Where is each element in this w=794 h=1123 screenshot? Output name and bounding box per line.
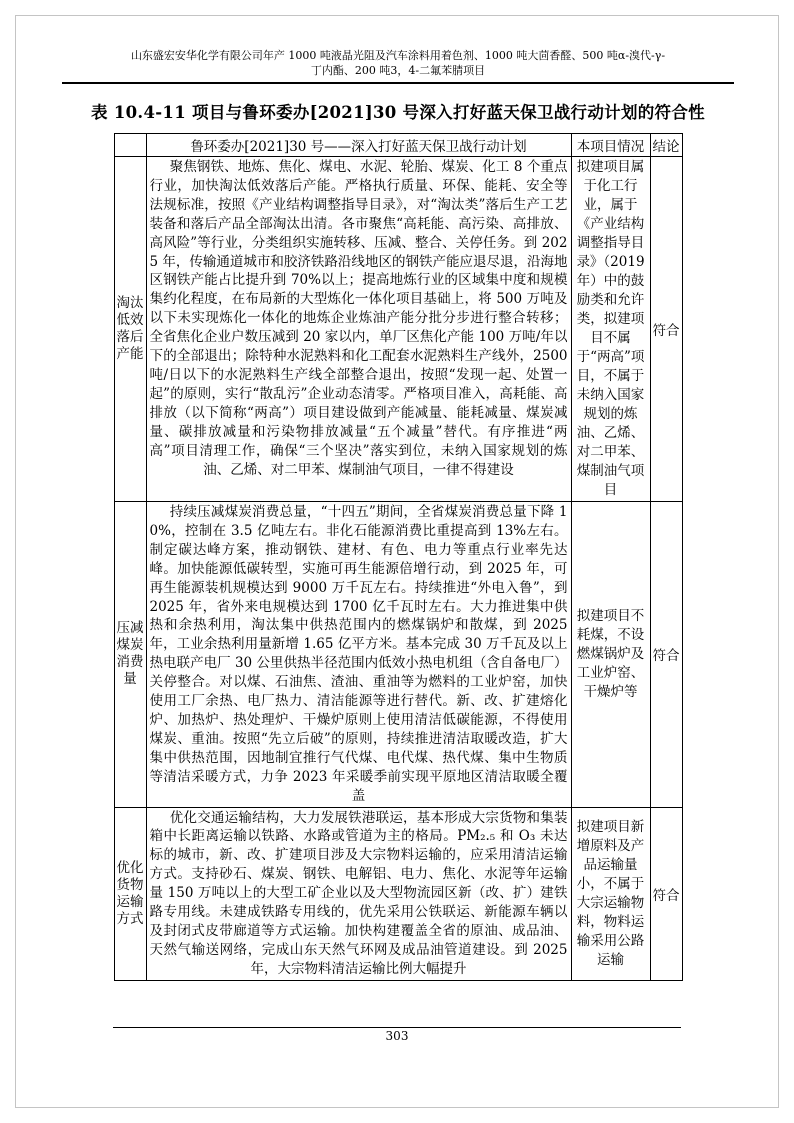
column-header-conclusion: 结论 <box>650 134 682 157</box>
table-title: 表 10.4-11 项目与鲁环委办[2021]30 号深入打好蓝天保卫战行动计划的符合性 <box>91 103 705 122</box>
page-number: 303 <box>385 1029 409 1043</box>
header-line-2: 丁内酯、200 吨3，4-二氟苯腈项目 <box>310 64 486 77</box>
header-line-1: 山东盛宏安华化学有限公司年产 1000 吨液晶光阻及汽车涂料用着色剂、1000 吨大茴香醛、500 吨α-溴代-γ- <box>130 49 666 62</box>
policy-text: 优化交通运输结构，大力发展铁港联运，基本形成大宗货物和集装箱中长距离运输以铁路、水路或管道为主的格局。PM₂.₅ 和 O₃ 未达标的城市，新、改、扩建项目涉及大宗物料运输的，应采用清洁运输方式。支持砂石、煤炭、钢铁、电解铝、电力、焦化、水泥等年运输量 150 万吨以上的大型工矿企业以及大型物流园区新（改、扩）建铁路专用线。未建成铁路专用线的，优先采用公铁联运、新能源车辆以及封闭式皮带廊道等方式运输。加快构建覆盖全省的原油、成品油、天然气输送网络，完成山东天然气环网及成品油管道建设。到 2025 年，大宗物料清洁运输比例大幅提升 <box>146 807 571 980</box>
project-situation: 拟建项目新增原料及产品运输量小，不属于大宗运输物料，物料运输采用公路运输 <box>571 807 650 980</box>
table-row-freight-transport <box>114 807 682 980</box>
table-header-row <box>114 134 682 157</box>
row-category-label: 优化货物运输方式 <box>114 807 146 980</box>
column-header-policy: 鲁环委办[2021]30 号——深入打好蓝天保卫战行动计划 <box>146 134 571 157</box>
conclusion-value: 符合 <box>650 502 682 808</box>
project-situation: 拟建项目属于化工行业，属于《产业结构调整指导目录》（2019 年）中的鼓励类和允许类，拟建项目不属于“两高”项目，不属于未纳入国家规划的炼油、乙烯、对二甲苯、煤制油气项目 <box>571 157 650 502</box>
page-footer <box>0 1027 794 1044</box>
policy-text: 聚焦钢铁、地炼、焦化、煤电、水泥、轮胎、煤炭、化工 8 个重点行业，加快淘汰低效落后产能。严格执行质量、环保、能耗、安全等法规标准，按照《产业结构调整指导目录》，对“淘汰类”落后生产工艺装备和落后产品全部淘汰出清。各市聚焦“高耗能、高污染、高排放、高风险”等行业，分类组织实施转移、压减、整合、关停任务。到 2025 年，传输通道城市和胶济铁路沿线地区的钢铁产能应退尽退，沿海地区钢铁产能占比提升到 70%以上；提高地炼行业的区域集中度和规模集约化程度，在布局新的大型炼化一体化项目基础上，将 500 万吨及以下未实现炼化一体化的地炼企业炼油产能分批分步进行整合转移；全省焦化企业户数压减到 20 家以内，单厂区焦化产能 100 万吨/年以下的全部退出；除特种水泥熟料和化工配套水泥熟料生产线外，2500 吨/日以下的水泥熟料生产线全部整合退出，按照“发现一起、处置一起”的原则，实行“散乱污”企业动态清零。严格项目准入，高耗能、高排放（以下简称“两高”）项目建设做到产能减量、能耗减量、煤炭减量、碳排放减量和污染物排放减量“五个减量”替代。有序推进“两高”项目清理工作，确保“三个坚决”落实到位，未纳入国家规划的炼油、乙烯、对二甲苯、煤制油气项目，一律不得建设 <box>146 157 571 502</box>
column-header-corner <box>114 134 146 157</box>
table-row-coal-reduction <box>114 502 682 808</box>
table-row-eliminate-capacity <box>114 157 682 502</box>
row-category-label: 压减煤炭消费量 <box>114 502 146 808</box>
document-header <box>62 48 734 84</box>
policy-text: 持续压减煤炭消费总量，“十四五”期间，全省煤炭消费总量下降 10%，控制在 3.5 亿吨左右。非化石能源消费比重提高到 13%左右。制定碳达峰方案，推动钢铁、建材、有色、电力等重点行业率先达峰。加快能源低碳转型，实施可再生能源倍增行动，到 2025 年，可再生能源装机规模达到 9000 万千瓦左右。持续推进“外电入鲁”，到 2025 年，省外来电规模达到 1700 亿千瓦时左右。大力推进集中供热和余热利用，淘汰集中供热范围内的燃煤锅炉和散煤，到 2025 年，工业余热利用量新增 1.65 亿平方米。基本完成 30 万千瓦及以上热电联产电厂 30 公里供热半径范围内低效小热电机组（含自备电厂）关停整合。对以煤、石油焦、渣油、重油等为燃料的工业炉窑，加快使用工厂余热、电厂热力、清洁能源等进行替代。新、改、扩建熔化炉、加热炉、热处理炉、干燥炉原则上使用清洁低碳能源，不得使用煤炭、重油。按照“先立后破”的原则，持续推进清洁取暖改造，扩大集中供热范围，因地制宜推行气代煤、电代煤、热代煤、集中生物质等清洁采暖方式，力争 2023 年采暖季前实现平原地区清洁取暖全覆盖 <box>146 502 571 808</box>
column-header-project: 本项目情况 <box>571 134 650 157</box>
footer-rule <box>113 1027 681 1028</box>
row-category-label: 淘汰低效落后产能 <box>114 157 146 502</box>
compliance-table <box>114 133 683 981</box>
conclusion-value: 符合 <box>650 157 682 502</box>
conclusion-value: 符合 <box>650 807 682 980</box>
project-situation: 拟建项目不耗煤，不设燃煤锅炉及工业炉窑、干燥炉等 <box>571 502 650 808</box>
